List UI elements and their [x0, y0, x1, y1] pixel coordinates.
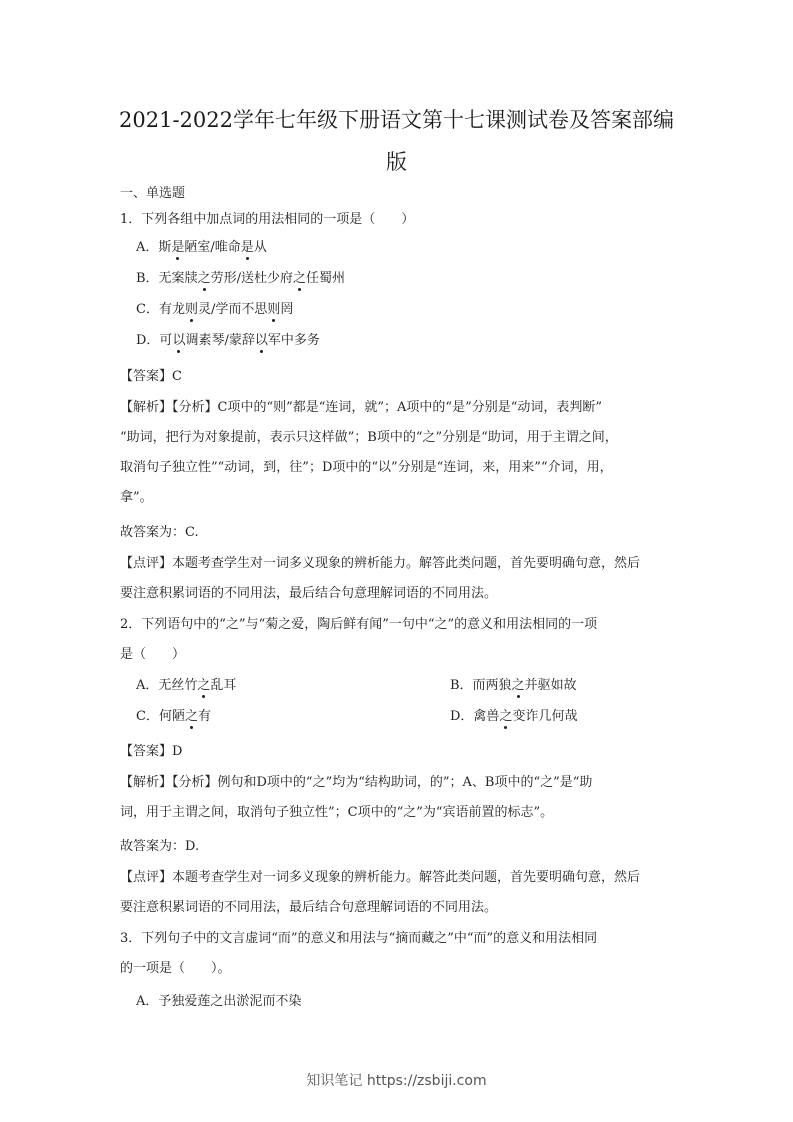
q2-stem-line-2: 是（ ） [120, 647, 186, 662]
emphasis-dot-char: 之 [197, 674, 210, 693]
q2-option-b: B．而两狼之并驱如故 [450, 674, 577, 693]
emphasis-dot-char: 以 [255, 329, 268, 348]
q1-final-answer: 故答案为：C. [120, 525, 199, 540]
footer-watermark: 知识笔记 https://zsbiji.com [306, 1073, 487, 1089]
emphasis-dot-char: 则 [267, 298, 280, 317]
q3-stem-line-1: 3．下列句子中的文言虚词“而”的意义和用法与“摘而藏之”中“而”的意义和用法相同 [120, 931, 598, 946]
q1-analysis-line-3: 取消句子独立性”“动词，到，往”；D项中的“以”分别是“连词，来，用来”“介词，用， [120, 460, 613, 475]
q2-stem-line-1: 2．下列语句中的“之”与“菊之爱，陶后鲜有闻”一句中“之”的意义和用法相同的一项 [120, 617, 598, 632]
q2-final-answer: 故答案为：D. [120, 839, 200, 854]
q2-comment-line-1: 【点评】本题考查学生对一词多义现象的辨析能力。解答此类问题，首先要明确句意，然后 [120, 870, 641, 885]
q1-option-b: B．无案牍之劳形/送杜少府之任蜀州 [136, 267, 345, 286]
q1-option-c: C．有龙则灵/学而不思则罔 [136, 298, 293, 317]
q1-option-a: A．斯是陋室/唯命是从 [136, 236, 267, 255]
emphasis-dot-char: 之 [185, 705, 198, 724]
q3-option-a: A．予独爱莲之出淤泥而不染 [136, 994, 302, 1009]
q2-option-c: C．何陋之有 [136, 705, 211, 724]
q2-option-d: D．禽兽之变诈几何哉 [450, 705, 577, 724]
q2-option-a: A．无丝竹之乱耳 [136, 674, 236, 693]
q1-analysis-line-1: 【解析】【分析】C项中的“则”都是“连词，就”；A项中的“是”分别是“动词，表判断” [120, 400, 603, 415]
emphasis-dot-char: 之 [499, 705, 512, 724]
q1-comment-line-2: 要注意积累词语的不同用法，最后结合句意理解词语的不同用法。 [120, 586, 498, 601]
q2-analysis-line-1: 【解析】【分析】例句和D项中的“之”均为“结构助词，的”；A、B项中的“之”是“助 [120, 775, 593, 790]
title-line-2: 版 [386, 150, 407, 174]
emphasis-dot-char: 之 [512, 674, 525, 693]
q1-comment-line-1: 【点评】本题考查学生对一词多义现象的辨析能力。解答此类问题，首先要明确句意，然后 [120, 556, 641, 571]
q1-option-d: D．可以调素琴/蒙辞以军中多务 [136, 329, 320, 348]
emphasis-dot-char: 之 [293, 267, 306, 286]
title-line-1: 2021-2022学年七年级下册语文第十七课测试卷及答案部编 [119, 108, 674, 132]
q2-answer: 【答案】D [120, 744, 183, 759]
emphasis-dot-char: 以 [172, 329, 185, 348]
q1-analysis-line-4: 拿”。 [120, 490, 153, 505]
section-heading: 一、单选题 [120, 186, 186, 201]
q1-stem: 1．下列各组中加点词的用法相同的一项是（ ） [120, 212, 415, 227]
emphasis-dot-char: 是 [171, 236, 184, 255]
emphasis-dot-char: 则 [185, 298, 198, 317]
emphasis-dot-char: 之 [198, 267, 211, 286]
q1-analysis-line-2: “助词，把行为对象提前，表示只这样做”；B项中的“之”分别是“助词，用于主谓之间， [120, 430, 618, 445]
q1-answer: 【答案】C [120, 369, 182, 384]
emphasis-dot-char: 是 [241, 236, 254, 255]
q2-comment-line-2: 要注意积累词语的不同用法，最后结合句意理解词语的不同用法。 [120, 900, 498, 915]
q2-analysis-line-2: 词，用于主谓之间，取消句子独立性”；C项中的“之”为“宾语前置的标志”。 [120, 805, 554, 820]
q3-stem-line-2: 的一项是（ ）。 [120, 961, 231, 976]
